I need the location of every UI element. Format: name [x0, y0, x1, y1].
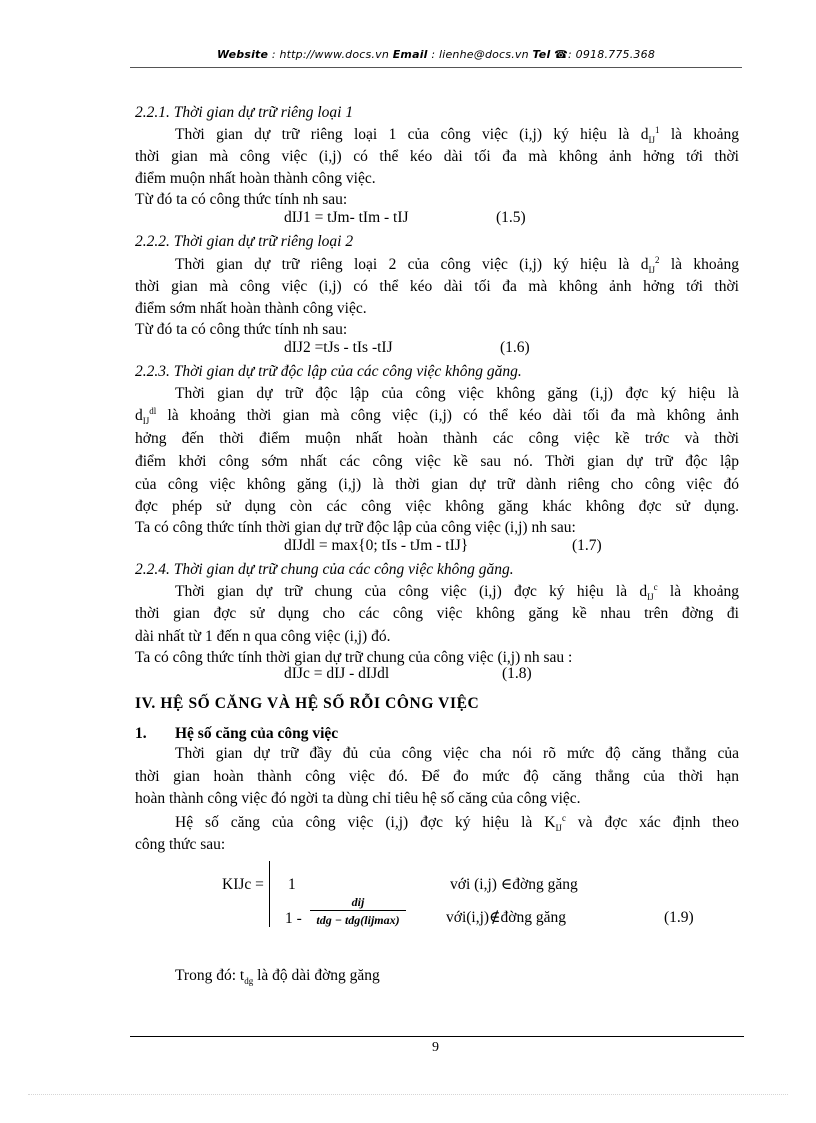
s4-line-2: thời gian hoàn thành công việc đó. Để đo mức độ căng thẳng của thời hạn: [135, 768, 739, 785]
formula-1-6-text: dIJ2 =tJs - tIs -tIJ: [284, 339, 393, 356]
s222-line-2: thời gian mà công việc (i,j) có thể kéo dài tối đa mà không ảnh hởng tới thời: [135, 278, 739, 295]
heading-section-iv: IV. HỆ SỐ CĂNG VÀ HỆ SỐ RỖI CÔNG VIỆC: [135, 695, 480, 712]
case-1-condition: với (i,j) ∈đờng găng: [450, 876, 578, 893]
s223-line-1: Thời gian dự trữ độc lập của công việc không găng (i,j) đợc ký hiệu là: [175, 385, 739, 402]
formula-1-7-text: dIJdl = max{0; tIs - tJm - tIJ}: [284, 537, 469, 554]
where-line: [175, 967, 380, 985]
s221-text-b: là khoảng: [659, 126, 739, 143]
s223-sup: dl: [149, 405, 157, 416]
s221-line-3: điểm muộn nhất hoàn thành công việc.: [135, 170, 376, 187]
s223-line-4: điểm khởi công sớm nhất các công việc kề sau nó. Thời gian dự trữ độc lập: [135, 453, 739, 470]
website-value: : http://www.docs.vn: [268, 48, 393, 61]
formula-1-5-text: dIJ1 = tJm- tIm - tIJ: [284, 209, 409, 226]
s223-line-5: của công việc không găng (i,j) là thời gian dự trữ dành riêng cho công việc đó: [135, 476, 739, 493]
page-bottom-dots: [28, 1094, 788, 1095]
s4-text-a: Hệ số căng của công việc (i,j) đợc ký hiệu là K: [175, 814, 556, 831]
s223-line-6: đợc phép sử dụng còn các công việc không găng khác không đợc sử dụng.: [135, 498, 739, 515]
s221-text-a: Thời gian dự trữ riêng loại 1 của công việc (i,j) ký hiệu là d: [175, 126, 649, 143]
s223-text-b: là khoảng thời gian mà công việc (i,j) có thể kéo dài tối đa mà không ảnh: [156, 407, 739, 424]
s224-text-a: Thời gian dự trữ chung của công việc (i,j) đợc ký hiệu là d: [175, 583, 648, 600]
email-value: : lienhe@docs.vn: [427, 48, 533, 61]
s224-line-2: thời gian đợc sử dụng cho các công việc không găng kề nhau trên đờng đi: [135, 605, 739, 622]
eq-number-1-9: (1.9): [664, 909, 694, 926]
eq-number-1-6: (1.6): [500, 339, 530, 356]
case-brace: [269, 861, 270, 927]
fraction-numerator: dij: [351, 895, 365, 909]
tel-label: Tel: [532, 48, 551, 61]
k-label: KIJc =: [222, 876, 264, 893]
page-number: 9: [432, 1040, 439, 1055]
s224-text-b: là khoảng: [657, 583, 739, 600]
formula-1-8: [284, 665, 389, 683]
s224-line-1: [135, 583, 739, 601]
s224-sup: c: [653, 581, 658, 592]
tel-value: : 0918.775.368: [568, 48, 656, 61]
website-label: Website: [216, 48, 269, 61]
formula-1-5: [284, 209, 409, 227]
where-text-a: Trong đó: t: [175, 967, 245, 984]
s223-sub: IJ: [142, 416, 150, 427]
s222-line-1: [135, 256, 739, 274]
s222-sup: 2: [654, 254, 660, 265]
s221-sup: 1: [654, 124, 660, 135]
s221-formula-intro: Từ đó ta có công thức tính nh sau:: [135, 191, 348, 208]
s221-line-1: [135, 126, 739, 144]
page-header: [130, 48, 742, 61]
s4-line-1: Thời gian dự trữ đầy đủ của công việc cha nói rõ mức độ căng thẳng của: [175, 745, 739, 762]
eq-number-1-5: (1.5): [496, 209, 526, 226]
s221-sub: IJ: [648, 135, 655, 146]
s223-line-3: hởng đến thời điểm muộn nhất hoàn thành các công việc kề trớc và thời: [135, 430, 739, 447]
case-2-prefix: 1 -: [285, 910, 302, 927]
s4-line-4: [135, 814, 739, 832]
s221-line-2: thời gian mà công việc (i,j) có thể kéo dài tối đa mà không ảnh hởng tới thời: [135, 148, 739, 165]
s222-line-3: điểm sớm nhất hoàn thành công việc.: [135, 300, 367, 317]
s4-line-3: hoàn thành công việc đó ngời ta dùng chỉ tiêu hệ số căng của công việc.: [135, 790, 581, 807]
s4-sub: IJ: [555, 823, 562, 834]
heading-2-2-1: 2.2.1. Thời gian dự trữ riêng loại 1: [135, 104, 354, 121]
s223-line-2: [135, 407, 739, 425]
heading-2-2-4: 2.2.4. Thời gian dự trữ chung của các công việc không găng.: [135, 561, 514, 578]
s4-text-b: và đợc xác định theo: [565, 814, 739, 831]
s224-formula-intro: Ta có công thức tính thời gian dự trữ chung của công việc (i,j) nh sau :: [135, 649, 573, 666]
header-rule: [130, 67, 742, 68]
heading-2-2-2: 2.2.2. Thời gian dự trữ riêng loại 2: [135, 233, 354, 250]
phone-icon: ☎: [554, 48, 569, 61]
case-1-value: 1: [288, 876, 296, 893]
s4-line-5: công thức sau:: [135, 836, 226, 853]
s223-formula-intro: Ta có công thức tính thời gian dự trữ độc lập của công việc (i,j) nh sau:: [135, 519, 576, 536]
fraction: [310, 894, 406, 928]
fraction-denominator: tdg − tdg(lijmax): [310, 910, 406, 928]
email-label: Email: [392, 48, 428, 61]
where-sub: dg: [244, 976, 254, 987]
s222-text-a: Thời gian dự trữ riêng loại 2 của công việc (i,j) ký hiệu là d: [175, 256, 649, 273]
formula-1-8-text: dIJc = dIJ - dIJdl: [284, 665, 390, 682]
s222-text-b: là khoảng: [659, 256, 739, 273]
subheading-number: 1.: [135, 725, 147, 742]
s222-formula-intro: Từ đó ta có công thức tính nh sau:: [135, 321, 348, 338]
s224-sub: IJ: [647, 592, 654, 603]
footer-rule: [130, 1036, 744, 1037]
where-text-b: là độ dài đờng găng: [253, 967, 380, 984]
eq-number-1-8: (1.8): [502, 665, 532, 682]
formula-1-6: [284, 339, 393, 357]
s4-sup: c: [561, 812, 566, 823]
s223-text-a: d: [135, 407, 143, 424]
subheading-he-so-cang: Hệ số căng của công việc: [175, 725, 339, 742]
formula-1-7: [284, 537, 468, 555]
s222-sub: IJ: [648, 265, 655, 276]
eq-number-1-7: (1.7): [572, 537, 602, 554]
s224-line-3: dài nhất từ 1 đến n qua công việc (i,j) đó.: [135, 628, 391, 645]
heading-2-2-3: 2.2.3. Thời gian dự trữ độc lập của các công việc không găng.: [135, 363, 522, 380]
case-2-condition: với(i,j)∉đờng găng: [446, 909, 566, 926]
